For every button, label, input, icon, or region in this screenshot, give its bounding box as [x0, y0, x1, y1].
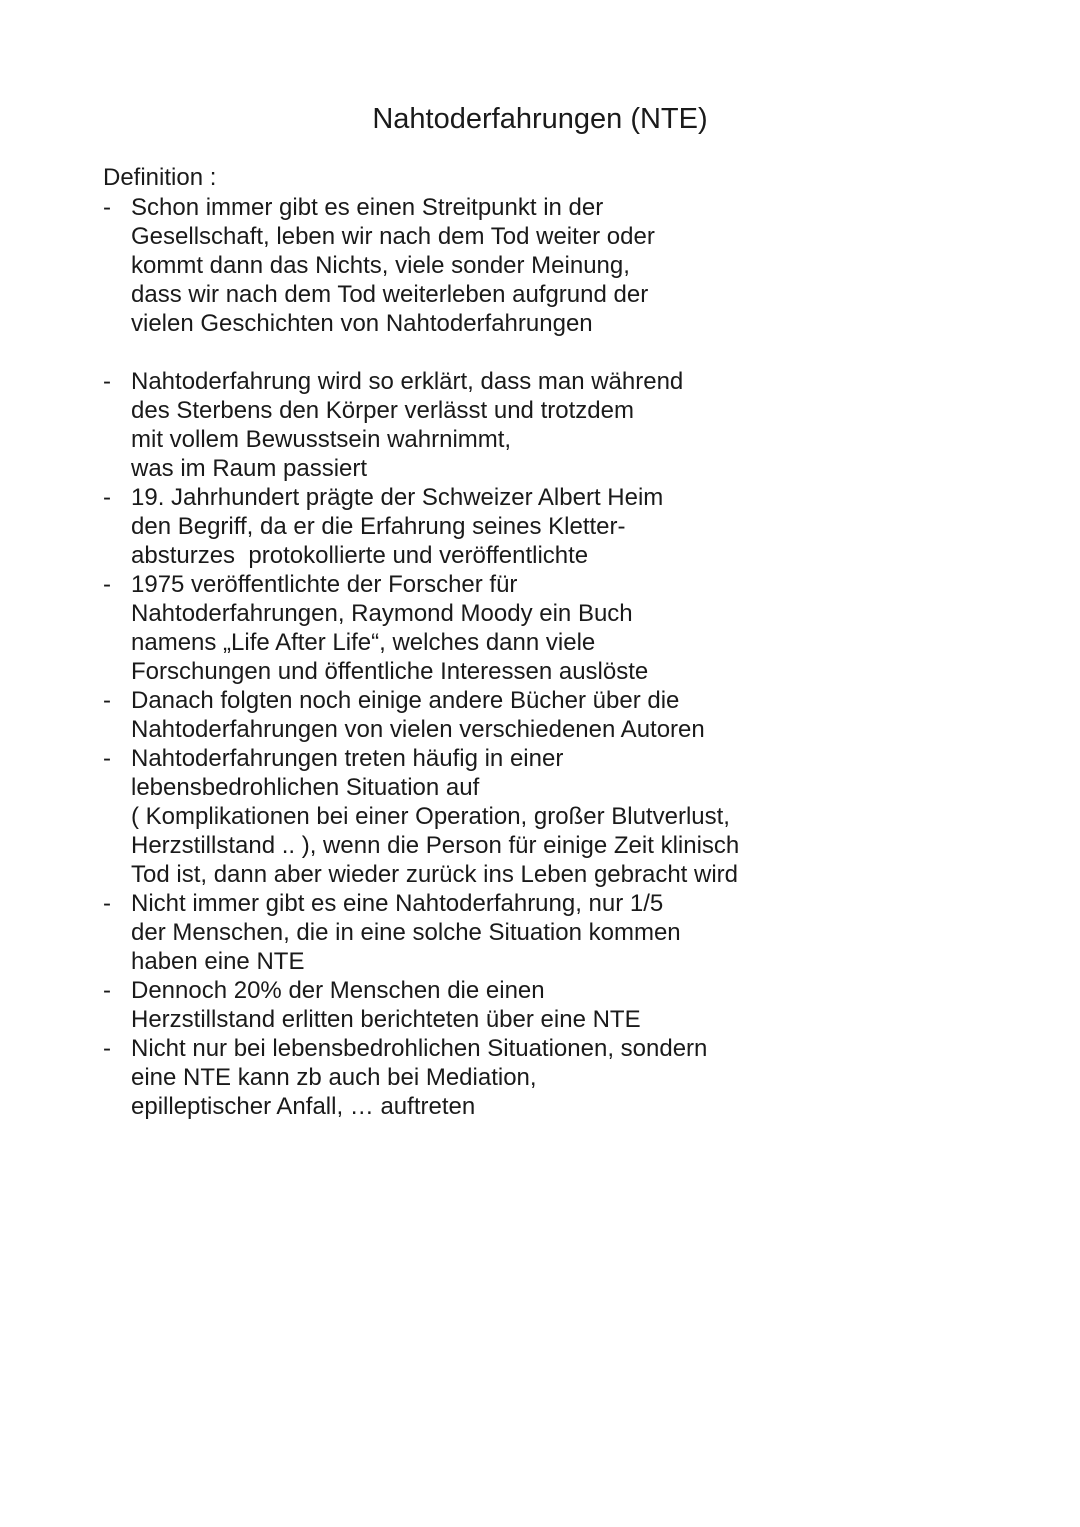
text-line: ( Komplikationen bei einer Operation, großer Blutverlust,: [131, 803, 730, 830]
list-item: [103, 976, 823, 1034]
text-line: Nahtoderfahrungen, Raymond Moody ein Buch: [131, 600, 633, 627]
text-line: vielen Geschichten von Nahtoderfahrungen: [131, 310, 593, 337]
list-item: [103, 686, 823, 744]
text-line: Nahtoderfahrungen von vielen verschiedenen Autoren: [131, 716, 705, 743]
text-line: Nicht nur bei lebensbedrohlichen Situationen, sondern: [131, 1035, 708, 1062]
bullet-list: [103, 193, 823, 1121]
list-item: [103, 570, 823, 686]
bullet-dash: -: [103, 745, 111, 772]
bullet-dash: -: [103, 571, 111, 598]
bullet-dash: -: [103, 368, 111, 395]
text-line: was im Raum passiert: [131, 455, 368, 482]
text-line: namens „Life After Life“, welches dann viele: [131, 629, 596, 656]
text-line: 1975 veröffentlichte der Forscher für: [131, 571, 518, 598]
text-line: der Menschen, die in eine solche Situation kommen: [131, 919, 681, 946]
text-line: kommt dann das Nichts, viele sonder Meinung,: [131, 252, 630, 279]
definition-label: Definition :: [103, 164, 217, 191]
text-line: Tod ist, dann aber wieder zurück ins Leben gebracht wird: [131, 861, 739, 888]
text-line: Danach folgten noch einige andere Bücher über die: [131, 687, 680, 714]
page-title: Nahtoderfahrungen (NTE): [372, 103, 708, 135]
text-line: Gesellschaft, leben wir nach dem Tod weiter oder: [131, 223, 655, 250]
bullet-dash: -: [103, 194, 111, 221]
text-line: Nahtoderfahrung wird so erklärt, dass man während: [131, 368, 684, 395]
list-item: [103, 367, 823, 483]
text-line: des Sterbens den Körper verlässt und trotzdem: [131, 397, 634, 424]
text-line: dass wir nach dem Tod weiterleben aufgrund der: [131, 281, 649, 308]
list-item: [103, 1034, 823, 1121]
text-line: Forschungen und öffentliche Interessen auslöste: [131, 658, 649, 685]
bullet-dash: -: [103, 977, 111, 1004]
bullet-dash: -: [103, 1035, 111, 1062]
text-line: Nahtoderfahrungen treten häufig in einer: [131, 745, 564, 772]
text-line: lebensbedrohlichen Situation auf: [131, 774, 480, 801]
text-line: Dennoch 20% der Menschen die einen: [131, 977, 545, 1004]
text-line: eine NTE kann zb auch bei Mediation,: [131, 1064, 537, 1091]
text-line: absturzes protokollierte und veröffentlichte: [131, 542, 589, 569]
text-line: den Begriff, da er die Erfahrung seines Kletter-: [131, 513, 626, 540]
text-line: mit vollem Bewusstsein wahrnimmt,: [131, 426, 512, 453]
list-item: [103, 193, 823, 338]
text-line: Herzstillstand erlitten berichteten über eine NTE: [131, 1006, 641, 1033]
text-line: Schon immer gibt es einen Streitpunkt in der: [131, 194, 604, 221]
bullet-dash: -: [103, 484, 111, 511]
list-item: [103, 744, 823, 889]
text-line: Nicht immer gibt es eine Nahtoderfahrung, nur 1/5: [131, 890, 664, 917]
text-line: Herzstillstand .. ), wenn die Person für einige Zeit klinisch: [131, 832, 740, 859]
list-item: [103, 483, 823, 570]
text-line: epilleptischer Anfall, … auftreten: [131, 1093, 476, 1120]
text-line: 19. Jahrhundert prägte der Schweizer Albert Heim: [131, 484, 664, 511]
list-item: [103, 889, 823, 976]
text-line: haben eine NTE: [131, 948, 305, 975]
bullet-dash: -: [103, 687, 111, 714]
bullet-dash: -: [103, 890, 111, 917]
